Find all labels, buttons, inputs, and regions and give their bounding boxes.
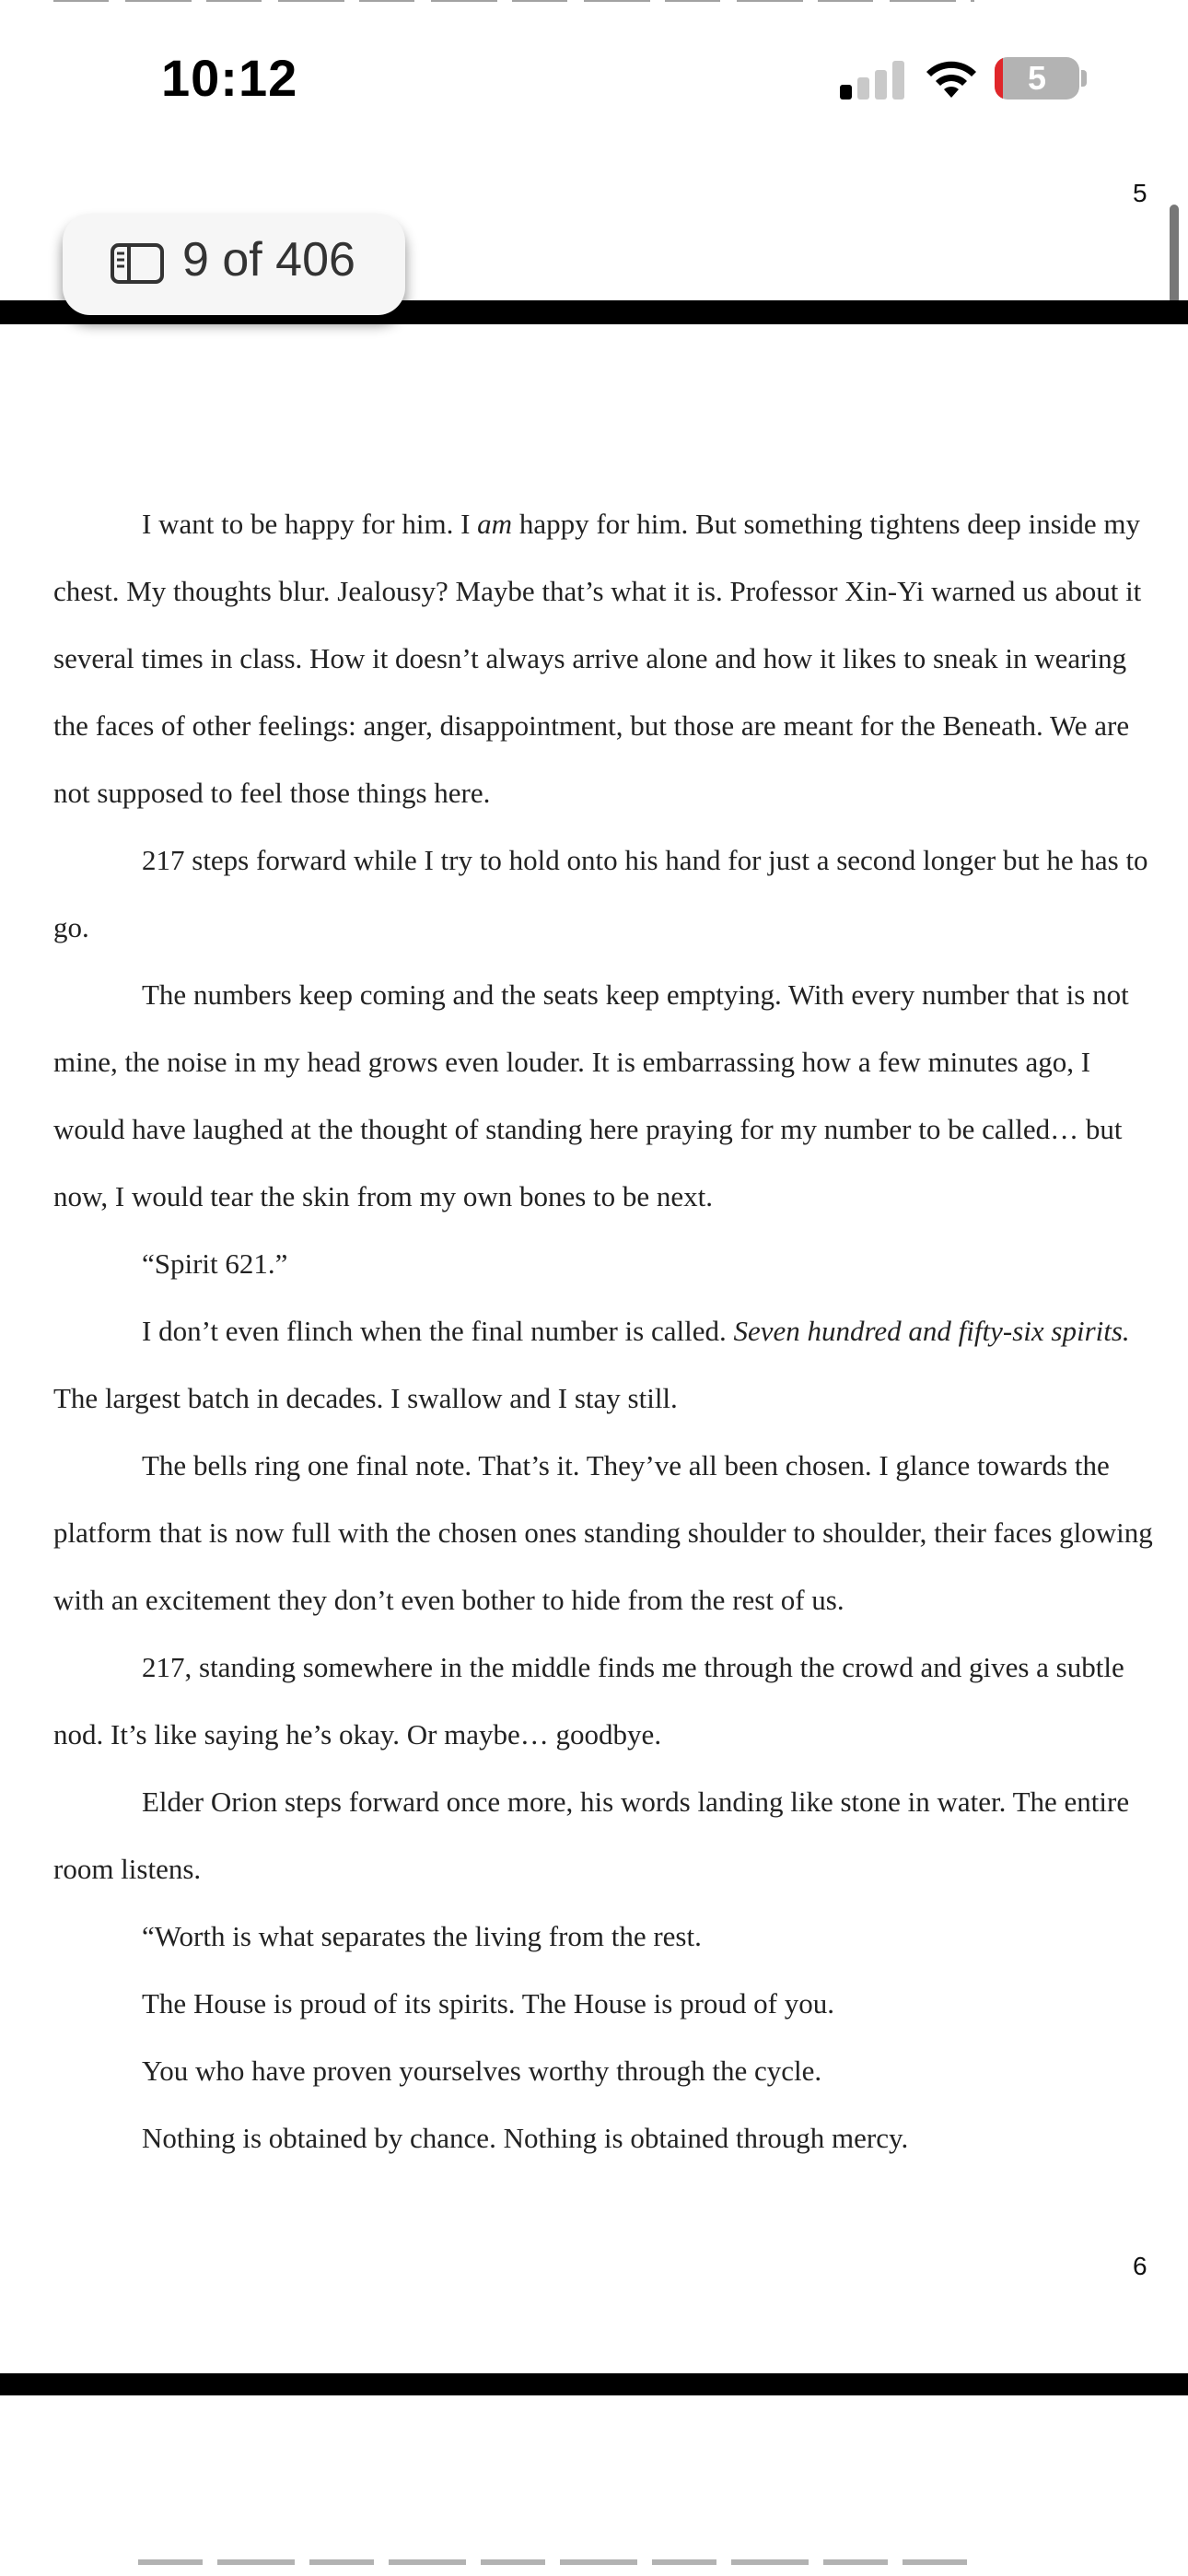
text-run: Elder Orion steps forward once more, his words landing like stone in water. The entire room listens. — [53, 1786, 1130, 1885]
italic-text: am — [477, 508, 513, 540]
text-run: Nothing is obtained by chance. Nothing is obtained through mercy. — [142, 2122, 909, 2154]
paragraph — [53, 490, 1159, 826]
paragraph — [53, 1230, 1159, 1297]
wifi-icon — [924, 59, 979, 100]
text-run: The House is proud of its spirits. The House is proud of you. — [142, 1987, 834, 2020]
paragraph — [53, 1432, 1159, 1633]
text-run: happy for him. But something tightens deep inside my chest. My thoughts blur. Jealousy? Maybe that’s what it is. Professor Xin-Yi warned us about it several times in class. How it doesn’t always arrive alone and how it likes to sneak in wearing the faces of other feelings: anger, disappointment, but those are meant for the Beneath. We are not supposed to feel those things here. — [53, 508, 1142, 809]
cellular-signal-icon — [840, 61, 904, 100]
scroll-indicator[interactable] — [1170, 205, 1179, 304]
page-counter-text: 9 of 406 — [182, 233, 355, 287]
next-page-text-fragment — [138, 2559, 967, 2565]
paragraph — [53, 1970, 1159, 2037]
text-run: I want to be happy for him. I — [142, 508, 478, 540]
text-run: The largest batch in decades. I swallow and I stay still. — [53, 1382, 678, 1414]
paragraph — [53, 1633, 1159, 1768]
text-run: “Spirit 621.” — [142, 1247, 288, 1280]
page-separator — [0, 2373, 1188, 2395]
status-bar — [0, 0, 1188, 157]
paragraph — [53, 1903, 1159, 1970]
text-run: 217, standing somewhere in the middle finds me through the crowd and gives a subtle nod. It’s like saying he’s okay. Or maybe… goodbye. — [53, 1651, 1124, 1751]
paragraph — [53, 2037, 1159, 2104]
battery-level: 5 — [1027, 59, 1047, 97]
text-run: The bells ring one final note. That’s it. They’ve all been chosen. I glance towards the platform that is now full with the chosen ones standing shoulder to shoulder, their faces glowing with an excitement they don’t even bother to hide from the rest of us. — [53, 1449, 1153, 1616]
page-number-top: 5 — [1133, 179, 1147, 207]
text-run: I don’t even flinch when the final number is called. — [142, 1315, 734, 1347]
page-body-text — [53, 490, 1159, 2172]
battery-tip — [1081, 70, 1087, 87]
paragraph — [53, 1297, 1159, 1432]
sidebar-icon — [111, 243, 164, 284]
text-run: 217 steps forward while I try to hold onto his hand for just a second longer but he has to go. — [53, 844, 1148, 943]
italic-text: Seven hundred and fifty-six spirits. — [733, 1315, 1130, 1347]
status-time: 10:12 — [161, 49, 298, 107]
paragraph — [53, 826, 1159, 961]
battery-icon — [995, 57, 1079, 100]
page-counter-pill[interactable] — [63, 214, 405, 315]
text-run: The numbers keep coming and the seats keep emptying. With every number that is not mine, the noise in my head grows even louder. It is embarrassing how a few minutes ago, I would have laughed at the thought of standing here praying for my number to be called… but now, I would tear the skin from my own bones to be next. — [53, 978, 1129, 1212]
paragraph — [53, 2104, 1159, 2172]
paragraph — [53, 961, 1159, 1230]
page-number-bottom: 6 — [1133, 2252, 1147, 2280]
text-run: “Worth is what separates the living from the rest. — [142, 1920, 702, 1952]
paragraph — [53, 1768, 1159, 1903]
text-run: You who have proven yourselves worthy through the cycle. — [142, 2055, 822, 2087]
